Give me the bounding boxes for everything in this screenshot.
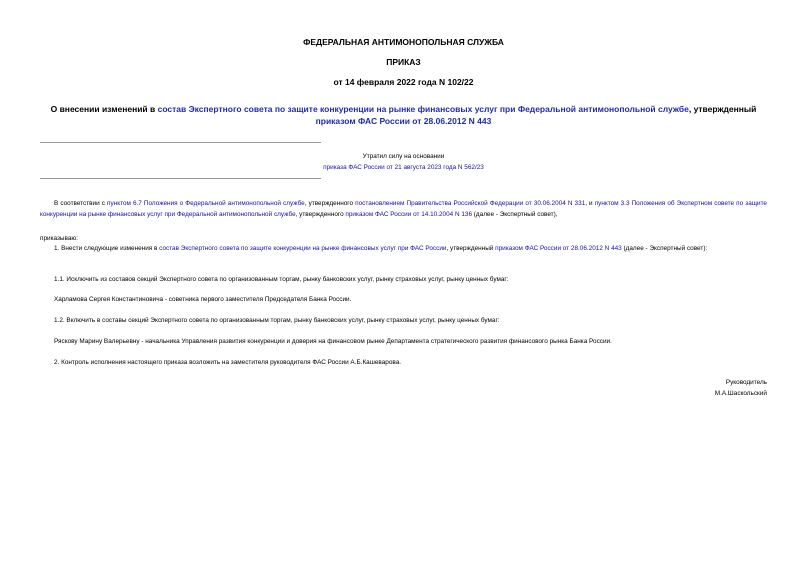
preamble-text-1: В соответствии с [54,200,108,207]
item-1-link-order-443[interactable]: приказом ФАС России от 28.06.2012 N 443 [495,245,622,252]
signature-name: М.А.Шаскольский [714,390,767,397]
item-1-link-council-composition[interactable]: состав Экспертного совета по защите конкуренции на рынке финансовых услуг при ФАС России [159,245,447,252]
preamble-text-4: , утвержденного [295,210,346,218]
preamble-link-government-decree[interactable]: постановлением Правительства Российской Федерации от 30.06.2004 N 331 [355,200,586,207]
item-1-text-2: , утвержденный [446,245,496,252]
item-1-text-1: 1. Внести следующие изменения в [54,245,160,252]
preamble-text-5: (далее - Экспертный совет), [472,210,558,218]
title-link-order-443[interactable]: приказом ФАС России от 28.06.2012 N 443 [315,116,492,126]
preamble-text-2: , утвержденного [304,200,356,207]
agency-heading: ФЕДЕРАЛЬНАЯ АНТИМОНОПОЛЬНАЯ СЛУЖБА [303,37,504,47]
status-note-link[interactable]: приказа ФАС России от 21 августа 2023 года N 562/23 [323,164,484,171]
preamble-paragraph [40,199,767,220]
document-type-heading: ПРИКАЗ [386,57,421,67]
signature-position: Руководитель [725,379,767,386]
item-1-1-paragraph: 1.1. Исключить из составов секций Экспертного совета по организованным торгам, рынку банковских услуг, рынку страховых услуг, рынку ценных бумаг: [54,276,509,283]
item-2-paragraph: 2. Контроль исполнения настоящего приказа возложить на заместителя руководителя ФАС России А.Б.Кашеварова. [54,359,402,366]
removed-member-paragraph: Харламова Сергея Константиновича - советника первого заместителя Председателя Банка России. [54,296,352,303]
title-text-2: , утвержденный [688,104,757,114]
preamble-text-3: , и [585,200,595,207]
title-text-1: О внесении изменений в [50,104,158,114]
date-number-heading: от 14 февраля 2022 года N 102/22 [333,77,474,87]
item-1-paragraph [40,244,767,255]
document-title [40,103,767,127]
item-1-2-paragraph: 1.2. Включить в составы секций Экспертного совета по организованным торгам, рынку банковских услуг, рынку страховых услуг, рынку ценных бумаг: [54,317,500,324]
status-note-line-2 [40,163,767,173]
bottom-divider [40,178,321,179]
preamble-link-order-136[interactable]: приказом ФАС России от 14.10.2004 N 136 [345,210,473,218]
status-note-text: Утратил силу на основании [362,153,445,160]
preamble-link-regulation-6-7[interactable]: пунктом 6.7 Положения о Федеральной антимонопольной службе [107,200,305,207]
order-word: приказываю: [40,235,78,242]
title-link-expert-council[interactable]: состав Экспертного совета по защите конкуренции на рынке финансовых услуг при Федеральной антимонопольной службе [157,104,689,114]
item-1-text-3: (далее - Экспертный совет): [621,245,708,252]
added-member-paragraph: Ряскову Марину Валерьевну - начальника Управления развития конкуренции и доверия на финансовом рынке Департамента стратегического развития финансового рынка Банка России. [54,338,612,345]
preamble-link-council-regulation[interactable]: пунктом 3.3 Положения об Экспертном совете по защите конкуренции на рынке финансовых услуг при Федеральной антимонопольной службе [40,200,767,218]
top-divider [40,142,321,143]
